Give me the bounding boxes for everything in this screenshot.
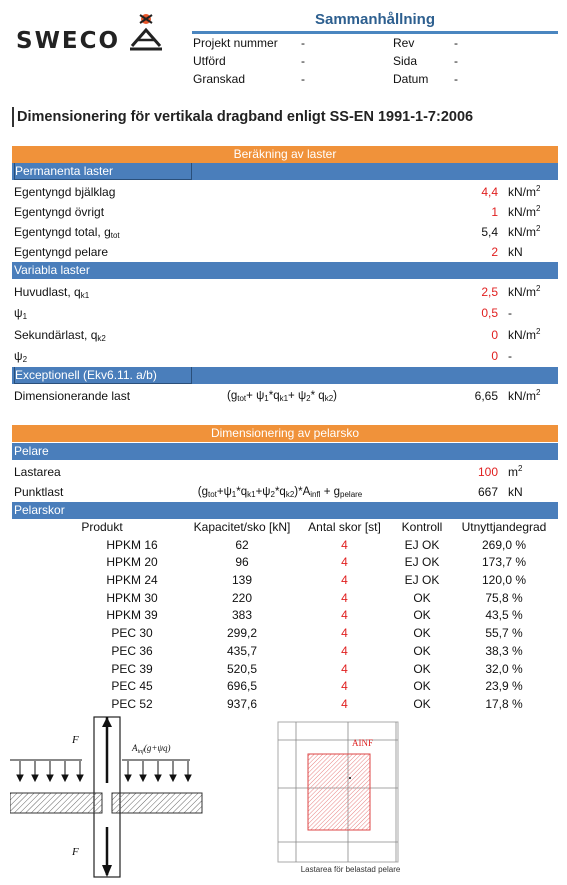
cell-utnyttjandegrad: 55,7 % [485,626,523,641]
cell-kapacitet: 383 [231,608,253,623]
input-lastarea[interactable]: 100 [477,465,498,479]
cell-produkt: PEC 30 [111,626,153,641]
input-huvudlast[interactable]: 2,5 [481,285,498,299]
cell-kontroll: OK [413,590,431,605]
table-body [12,537,558,714]
row-psi1: $\psi_1$ 0,5 - [12,303,558,323]
cell-antal[interactable]: 4 [341,555,348,570]
cell-produkt: HPKM 20 [106,555,158,570]
section-header-load-calc: Beräkning av laster [12,146,558,163]
cell-produkt: HPKM 39 [106,608,158,623]
title-rule [192,31,558,34]
subsection-variable [12,262,558,279]
cell-kontroll: EJ OK [404,555,440,570]
cell-kapacitet: 96 [235,555,249,570]
cell-kapacitet: 139 [231,573,253,588]
meta-label-datum: Datum [393,72,429,86]
section-header-column-design: Dimensionering av pelarsko [12,425,558,442]
formula-dim-load: ($g_{tot}+ \psi_1*q_{k1}+ \psi_2*$ $q_{k2}$) [227,390,337,403]
pelarskor-table [12,519,558,714]
input-psi1[interactable]: 0,5 [481,306,498,320]
cell-produkt: PEC 52 [111,696,153,711]
table-row [12,696,558,714]
col-header-antal: Antal skor [st] [308,520,381,534]
cell-kapacitet: 220 [231,590,253,605]
meta-label-utford: Utförd [193,54,226,68]
subsection-permanent [12,163,558,180]
col-header-kontroll: Kontroll [401,520,443,534]
value-egentyngd-total: 5,4 [481,225,498,239]
cell-produkt: PEC 36 [111,643,153,658]
cell-kontroll: EJ OK [404,537,440,552]
subsection-variable-title: Variabla laster [14,263,90,277]
meta-label-projekt: Projekt nummer [193,36,278,50]
value-dimensionerande-last: 6,65 [474,389,498,403]
row-huvudlast: Huvudlast, $q_{k1}$ 2,5 $kN/m^2$ [14,284,541,300]
col-header-kapacitet: Kapacitet/sko [kN] [193,520,291,534]
cell-kontroll: OK [413,626,431,641]
row-dimensionerande-last: Dimensionerande last ($g_{tot}+ \psi_1*q_{k1}+ \psi_2*$ $q_{k2}$) 6,65 $kN/m^2$ [12,386,558,406]
cell-kapacitet: 299,2 [226,626,258,641]
row-egentyngd-bjalklag: Egentyngd bjälklag 4,4 $kN/m^2$ [12,182,558,202]
main-title: Dimensionering för vertikala dragband enligt SS-EN 1991-1-7:2006 [12,107,473,127]
table-row [12,643,558,661]
table-row [12,661,558,679]
cell-antal[interactable]: 4 [341,679,348,694]
meta-value-utford: - [301,54,305,68]
table-row [12,625,558,643]
cell-kontroll: OK [413,679,431,694]
col-header-utnyttjandegrad: Utnyttjandegrad [461,520,547,534]
load-area-caption: Lastarea för belastad pelare [300,865,401,874]
subsection-exceptional-title: Exceptionell (Ekv6.11. a/b) [14,367,192,384]
ainf-label: AINF [352,738,374,748]
cell-antal[interactable]: 4 [341,696,348,711]
subsection-pelare [12,443,558,460]
meta-label-rev: Rev [393,36,415,50]
sweco-logo-icon [126,12,168,54]
formula-punktlast: $(g_{tot}+\psi_1*q_{k1}+\psi_2*q_{k2})*A_{infl} + g_{pelare}$ [197,486,363,499]
subsection-pelarskor-title: Pelarskor [14,503,65,517]
cell-produkt: PEC 45 [111,679,153,694]
col-header-produkt: Produkt [81,520,123,534]
row-psi2: $\psi_2$ 0 - [12,346,558,366]
cell-utnyttjandegrad: 269,0 % [481,537,527,552]
value-punktlast: 667 [477,485,498,499]
sweco-logo [14,12,174,56]
cell-antal[interactable]: 4 [341,608,348,623]
input-egentyngd-ovrigt[interactable]: 1 [491,205,498,219]
cell-utnyttjandegrad: 75,8 % [485,590,523,605]
load-area-diagram [276,720,404,865]
meta-value-rev: - [454,36,458,50]
subsection-exceptional [12,367,558,384]
load-formula-label: $A_{inf}(g+\psi q)$ [132,743,171,755]
table-row [12,607,558,625]
cell-kapacitet: 62 [235,537,249,552]
force-label-bottom: F [72,846,79,858]
input-egentyngd-pelare[interactable]: 2 [491,245,498,259]
cell-antal[interactable]: 4 [341,626,348,641]
cell-antal[interactable]: 4 [341,590,348,605]
meta-value-granskad: - [301,72,305,86]
cell-kapacitet: 937,6 [226,696,258,711]
meta-value-sida: - [454,54,458,68]
meta-value-projekt: - [301,36,305,50]
cell-utnyttjandegrad: 173,7 % [481,555,527,570]
cell-kontroll: OK [413,643,431,658]
subsection-pelarskor [12,502,558,519]
row-egentyngd-ovrigt: Egentyngd övrigt 1 $kN/m^2$ [12,202,558,222]
cell-kontroll: OK [413,661,431,676]
row-punktlast: Punktlast $(g_{tot}+\psi_1*q_{k1}+\psi_2*q_{k2})*A_{infl} + g_{pelare}$ 667 kN [12,482,558,502]
cell-antal[interactable]: 4 [341,643,348,658]
column-load-diagram [10,715,205,880]
cell-kontroll: EJ OK [404,573,440,588]
subsection-pelare-title: Pelare [14,444,49,458]
row-egentyngd-total: Egentyngd total, $g_{tot}$ 5,4 $kN/m^2$ [14,224,541,240]
company-name: SWECO [16,28,121,54]
cell-utnyttjandegrad: 17,8 % [485,696,523,711]
cell-kontroll: OK [413,608,431,623]
cell-kapacitet: 435,7 [226,643,258,658]
document-title: Sammanhållning [314,11,436,28]
table-row [12,554,558,572]
cell-antal[interactable]: 4 [341,661,348,676]
cell-utnyttjandegrad: 38,3 % [485,643,523,658]
cell-kapacitet: 696,5 [226,679,258,694]
input-psi2[interactable]: 0 [491,349,498,363]
cell-produkt: HPKM 16 [106,537,158,552]
table-row [12,572,558,590]
cell-utnyttjandegrad: 43,5 % [485,608,523,623]
cell-produkt: HPKM 24 [106,573,158,588]
cell-utnyttjandegrad: 120,0 % [481,573,527,588]
meta-label-granskad: Granskad [193,72,246,86]
cell-utnyttjandegrad: 23,9 % [485,679,523,694]
cell-produkt: HPKM 30 [106,590,158,605]
cell-kapacitet: 520,5 [226,661,258,676]
meta-label-sida: Sida [393,54,418,68]
meta-value-datum: - [454,72,458,86]
cell-antal[interactable]: 4 [341,573,348,588]
table-row [12,537,558,555]
row-sekundarlast: Sekundärlast, $q_{k2}$ 0 $kN/m^2$ [14,327,541,343]
table-row [12,590,558,608]
cell-produkt: PEC 39 [111,661,153,676]
cell-antal[interactable]: 4 [341,537,348,552]
row-lastarea: Lastarea 100 $m^2$ [12,462,558,482]
force-label-top: F [72,734,79,746]
input-egentyngd-bjalklag[interactable]: 4,4 [481,185,498,199]
table-header-row [12,519,558,537]
cell-kontroll: OK [413,696,431,711]
input-sekundarlast[interactable]: 0 [491,328,498,342]
subsection-permanent-title: Permanenta laster [14,163,192,180]
table-row [12,678,558,696]
row-egentyngd-pelare: Egentyngd pelare 2 kN [12,242,558,262]
cell-utnyttjandegrad: 32,0 % [485,661,523,676]
